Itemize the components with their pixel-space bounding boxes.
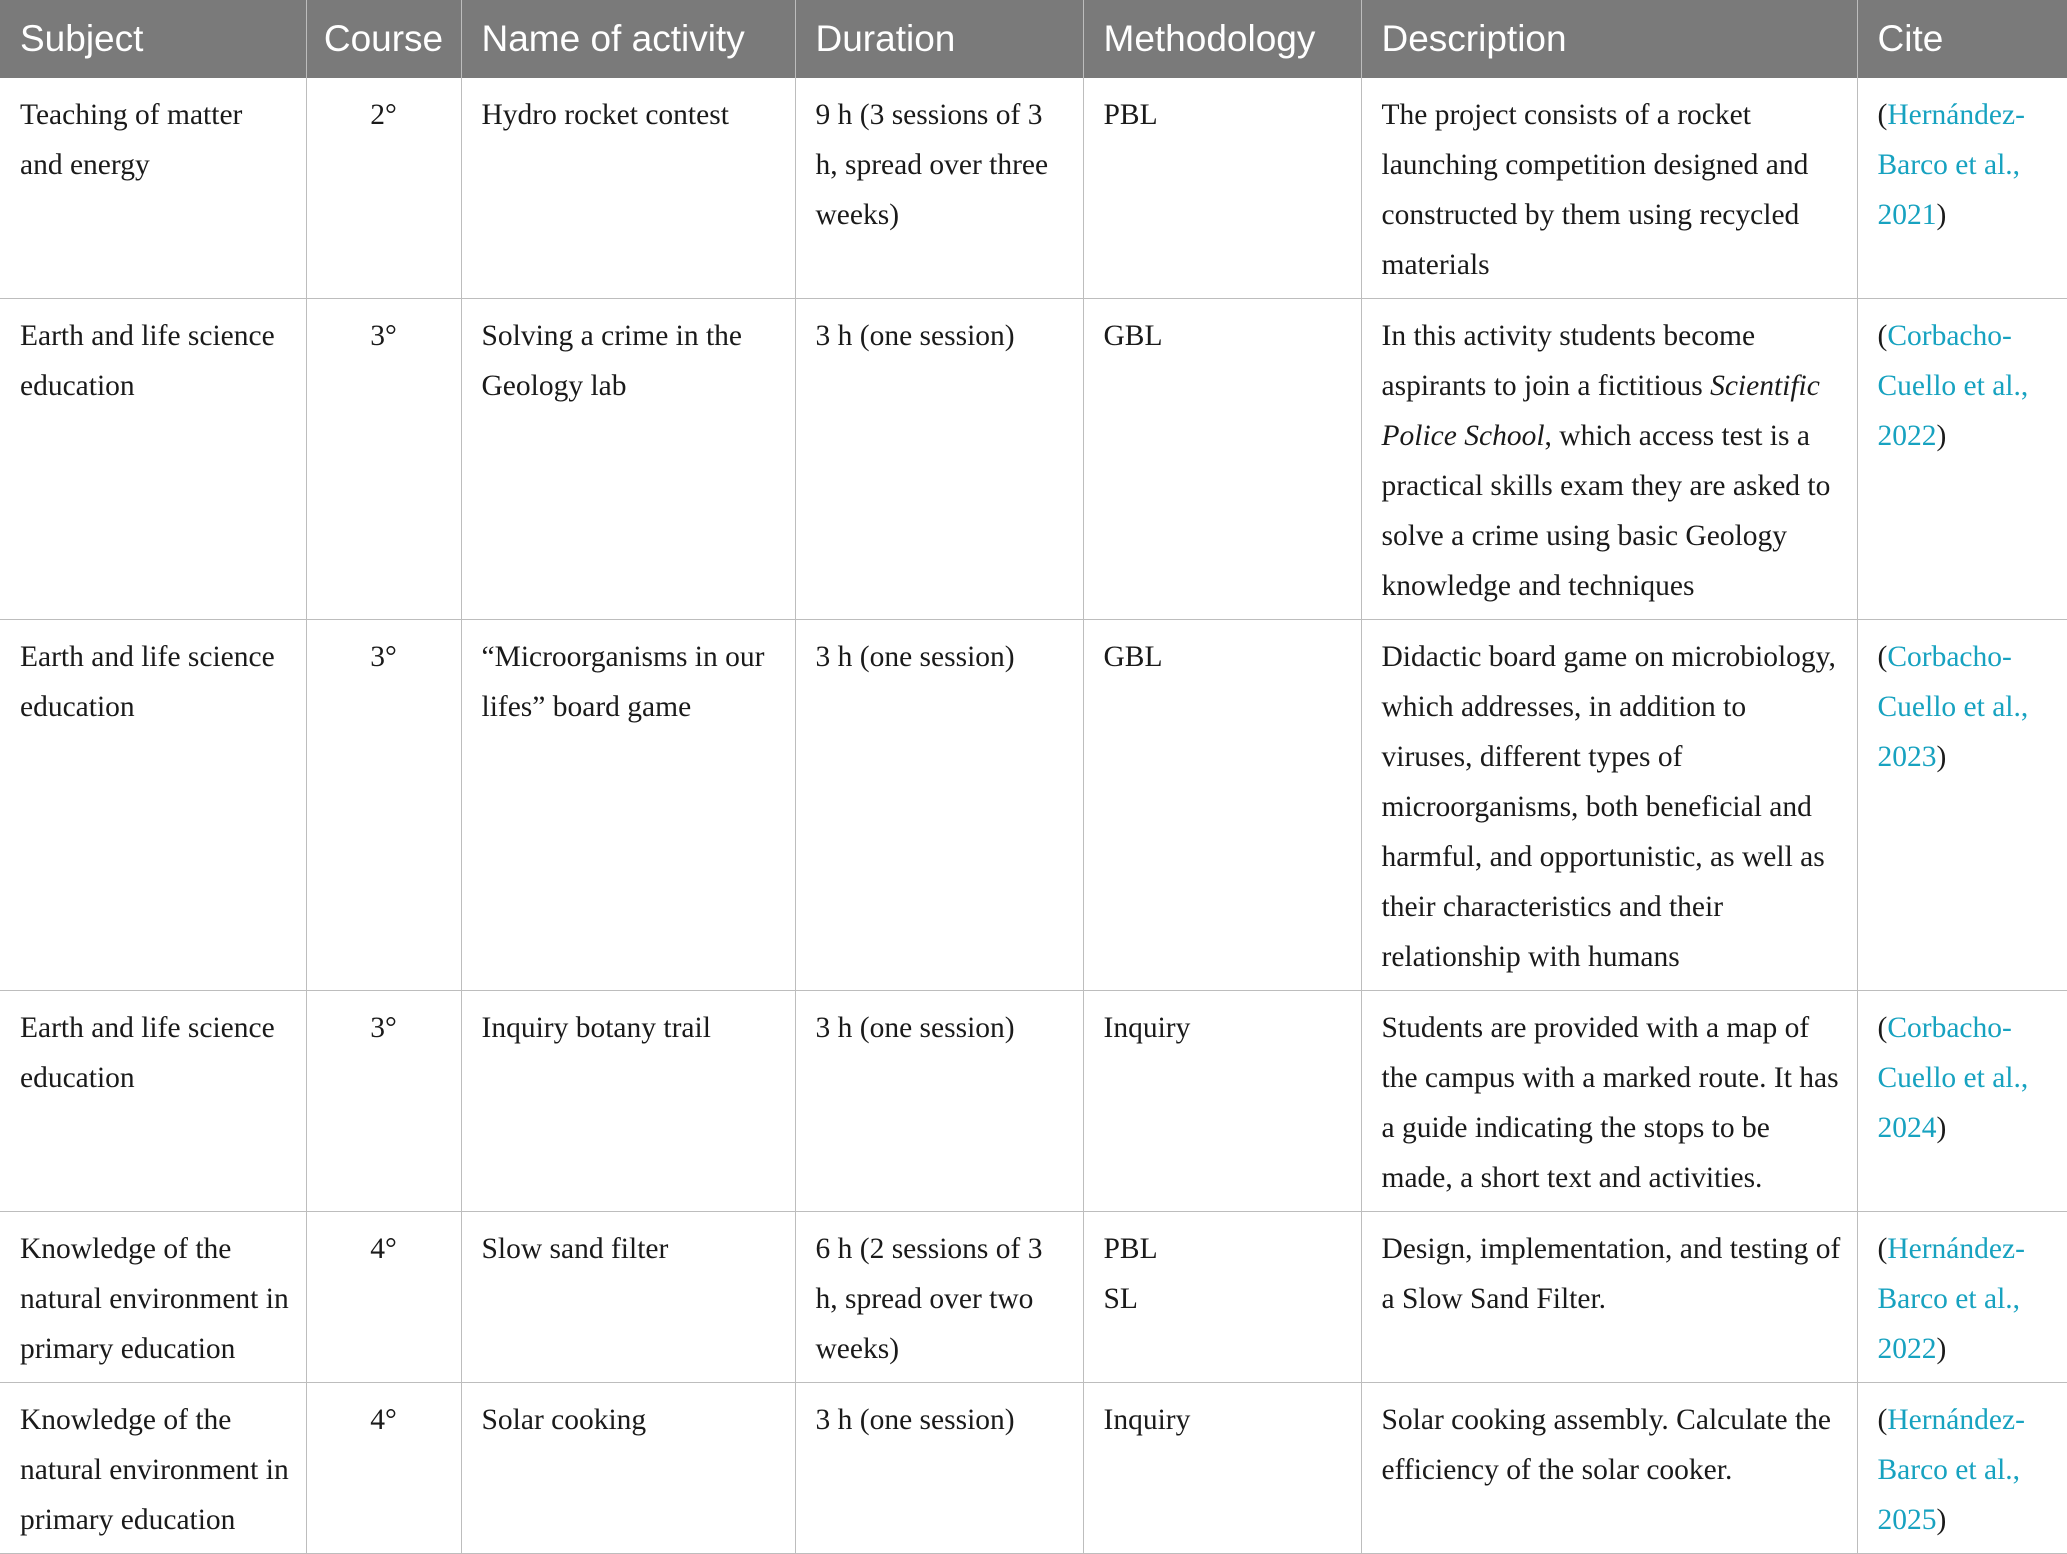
cite-open-paren: ( — [1877, 1012, 1888, 1044]
cite-close-paren: ) — [1936, 420, 1947, 452]
cell-description: Design, implementation, and testing of a Slow Sand Filter. — [1361, 1212, 1857, 1383]
cite-close-paren: ) — [1936, 1333, 1947, 1365]
citation-link[interactable]: Corbacho-Cuello et al., 2023 — [1877, 641, 2029, 773]
cell-name-of-activity: Hydro rocket contest — [461, 78, 795, 299]
cell-cite — [1857, 299, 2067, 620]
citation-link[interactable]: Hernández-Barco et al., 2025 — [1877, 1404, 2025, 1536]
cite-close-paren: ) — [1936, 199, 1947, 231]
cell-name-of-activity: Inquiry botany trail — [461, 991, 795, 1212]
cite-close-paren: ) — [1936, 1504, 1947, 1536]
table-row — [0, 1212, 2067, 1383]
cell-name-of-activity: Slow sand filter — [461, 1212, 795, 1383]
cell-cite — [1857, 1383, 2067, 1554]
cell-name-of-activity: Solving a crime in the Geology lab — [461, 299, 795, 620]
citation-link[interactable]: Corbacho-Cuello et al., 2024 — [1877, 1012, 2029, 1144]
header-duration: Duration — [795, 0, 1083, 78]
table-body — [0, 78, 2067, 1554]
italic-school-name: Scientific Police School — [1381, 370, 1820, 452]
cell-description: Solar cooking assembly. Calculate the efficiency of the solar cooker. — [1361, 1383, 1857, 1554]
cite-open-paren: ( — [1877, 641, 1888, 673]
cell-duration: 6 h (2 sessions of 3 h, spread over two weeks) — [795, 1212, 1083, 1383]
cite-close-paren: ) — [1936, 741, 1947, 773]
cell-course: 3° — [306, 299, 461, 620]
cell-duration: 3 h (one session) — [795, 299, 1083, 620]
cell-methodology — [1083, 1212, 1361, 1383]
methodology-label: PBL — [1103, 99, 1158, 131]
cell-methodology — [1083, 299, 1361, 620]
cell-cite — [1857, 620, 2067, 991]
cite-open-paren: ( — [1877, 1233, 1888, 1265]
cell-methodology — [1083, 78, 1361, 299]
cite-open-paren: ( — [1877, 1404, 1888, 1436]
cell-cite — [1857, 78, 2067, 299]
header-course: Course — [306, 0, 461, 78]
table-row — [0, 991, 2067, 1212]
cell-description: The project consists of a rocket launching competition designed and constructed by them using recycled materials — [1361, 78, 1857, 299]
cell-name-of-activity: “Microorganisms in our lifes” board game — [461, 620, 795, 991]
cell-methodology — [1083, 991, 1361, 1212]
cell-course: 4° — [306, 1212, 461, 1383]
cell-subject: Knowledge of the natural environment in primary education — [0, 1383, 306, 1554]
cell-subject: Knowledge of the natural environment in primary education — [0, 1212, 306, 1383]
methodology-label: GBL — [1103, 641, 1163, 673]
citation-link[interactable]: Hernández-Barco et al., 2021 — [1877, 99, 2025, 231]
table-row — [0, 620, 2067, 991]
cell-course: 3° — [306, 620, 461, 991]
cell-description: In this activity students become aspirants to join a fictitious Scientific Police School, which access test is a practical skills exam they are asked to solve a crime using basic Geology knowledge and techniques — [1361, 299, 1857, 620]
table-row — [0, 299, 2067, 620]
cell-cite — [1857, 1212, 2067, 1383]
cell-subject: Earth and life science education — [0, 620, 306, 991]
methodology-label: Inquiry — [1103, 1404, 1191, 1436]
table-row — [0, 78, 2067, 299]
methodology-label: Inquiry — [1103, 1012, 1191, 1044]
cell-methodology — [1083, 620, 1361, 991]
cell-description: Students are provided with a map of the campus with a marked route. It has a guide indicating the stops to be made, a short text and activities. — [1361, 991, 1857, 1212]
cell-subject: Earth and life science education — [0, 991, 306, 1212]
cite-open-paren: ( — [1877, 99, 1888, 131]
cell-course: 2° — [306, 78, 461, 299]
citation-link[interactable]: Hernández-Barco et al., 2022 — [1877, 1233, 2025, 1365]
cell-duration: 3 h (one session) — [795, 620, 1083, 991]
header-subject: Subject — [0, 0, 306, 78]
cell-duration: 9 h (3 sessions of 3 h, spread over three weeks) — [795, 78, 1083, 299]
cell-cite — [1857, 991, 2067, 1212]
table-row — [0, 1383, 2067, 1554]
cell-duration: 3 h (one session) — [795, 991, 1083, 1212]
methodology-label: GBL — [1103, 320, 1163, 352]
cell-course: 4° — [306, 1383, 461, 1554]
cell-subject: Earth and life science education — [0, 299, 306, 620]
methodology-label: SL — [1103, 1283, 1138, 1315]
cell-name-of-activity: Solar cooking — [461, 1383, 795, 1554]
citation-link[interactable]: Corbacho-Cuello et al., 2022 — [1877, 320, 2029, 452]
cite-close-paren: ) — [1936, 1112, 1947, 1144]
methodology-label: PBL — [1103, 1233, 1158, 1265]
cell-duration: 3 h (one session) — [795, 1383, 1083, 1554]
table-header-row — [0, 0, 2067, 78]
cell-description: Didactic board game on microbiology, which addresses, in addition to viruses, different types of microorganisms, both beneficial and harmful, and opportunistic, as well as their characteristics and their relationship with humans — [1361, 620, 1857, 991]
header-cite: Cite — [1857, 0, 2067, 78]
header-name-of-activity: Name of activity — [461, 0, 795, 78]
cite-open-paren: ( — [1877, 320, 1888, 352]
header-description: Description — [1361, 0, 1857, 78]
cell-methodology — [1083, 1383, 1361, 1554]
cell-course: 3° — [306, 991, 461, 1212]
cell-subject: Teaching of matter and energy — [0, 78, 306, 299]
header-methodology: Methodology — [1083, 0, 1361, 78]
